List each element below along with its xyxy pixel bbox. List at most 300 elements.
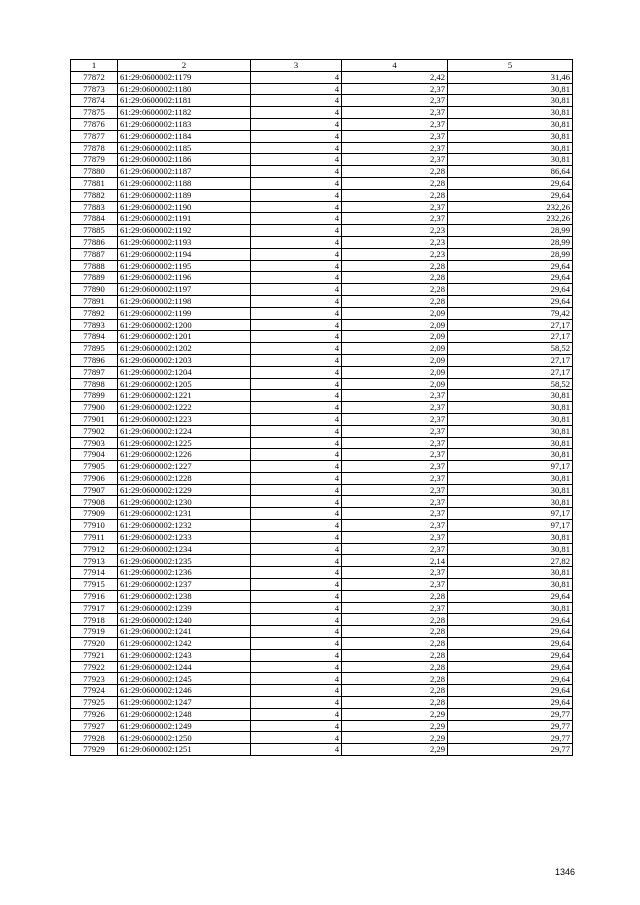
column-5-cell: 30,81 xyxy=(448,95,573,107)
column-3-cell: 4 xyxy=(251,154,342,166)
column-4-cell: 2,37 xyxy=(342,437,448,449)
cadastral-number-cell: 61:29:0600002:1236 xyxy=(118,567,251,579)
record-number-cell: 77897 xyxy=(71,366,118,378)
column-3-cell: 4 xyxy=(251,638,342,650)
record-number-cell: 77916 xyxy=(71,590,118,602)
column-5-cell: 29,64 xyxy=(448,590,573,602)
record-number-cell: 77879 xyxy=(71,154,118,166)
record-number-cell: 77874 xyxy=(71,95,118,107)
column-4-cell: 2,42 xyxy=(342,71,448,83)
column-5-cell: 27,17 xyxy=(448,331,573,343)
column-3-cell: 4 xyxy=(251,284,342,296)
record-number-cell: 77886 xyxy=(71,236,118,248)
record-number-cell: 77877 xyxy=(71,130,118,142)
column-3-cell: 4 xyxy=(251,343,342,355)
column-5-cell: 58,52 xyxy=(448,378,573,390)
column-5-cell: 28,99 xyxy=(448,248,573,260)
record-number-cell: 77895 xyxy=(71,343,118,355)
column-4-cell: 2,09 xyxy=(342,366,448,378)
record-number-cell: 77901 xyxy=(71,413,118,425)
table-row xyxy=(71,437,573,449)
record-number-cell: 77928 xyxy=(71,732,118,744)
column-5-cell: 27,17 xyxy=(448,366,573,378)
column-3-cell: 4 xyxy=(251,166,342,178)
column-4-cell: 2,28 xyxy=(342,685,448,697)
record-number-cell: 77893 xyxy=(71,319,118,331)
record-number-cell: 77913 xyxy=(71,555,118,567)
cadastral-number-cell: 61:29:0600002:1192 xyxy=(118,225,251,237)
cadastral-number-cell: 61:29:0600002:1231 xyxy=(118,508,251,520)
cadastral-number-cell: 61:29:0600002:1203 xyxy=(118,354,251,366)
cadastral-number-cell: 61:29:0600002:1201 xyxy=(118,331,251,343)
column-3-cell: 4 xyxy=(251,732,342,744)
column-4-cell: 2,28 xyxy=(342,295,448,307)
column-4-cell: 2,28 xyxy=(342,614,448,626)
column-3-cell: 4 xyxy=(251,649,342,661)
table-row xyxy=(71,449,573,461)
table-row xyxy=(71,201,573,213)
column-5-cell: 31,46 xyxy=(448,71,573,83)
column-4-cell: 2,37 xyxy=(342,520,448,532)
column-4-cell: 2,28 xyxy=(342,626,448,638)
cadastral-number-cell: 61:29:0600002:1237 xyxy=(118,579,251,591)
column-4-cell: 2,37 xyxy=(342,154,448,166)
column-3-cell: 4 xyxy=(251,248,342,260)
table-row xyxy=(71,142,573,154)
table-row xyxy=(71,708,573,720)
record-number-cell: 77919 xyxy=(71,626,118,638)
column-5-cell: 29,64 xyxy=(448,697,573,709)
record-number-cell: 77900 xyxy=(71,402,118,414)
column-5-cell: 30,81 xyxy=(448,437,573,449)
column-5-cell: 30,81 xyxy=(448,472,573,484)
column-5-cell: 30,81 xyxy=(448,496,573,508)
column-4-cell: 2,23 xyxy=(342,248,448,260)
column-4-cell: 2,37 xyxy=(342,449,448,461)
cadastral-number-cell: 61:29:0600002:1179 xyxy=(118,71,251,83)
column-4-cell: 2,37 xyxy=(342,461,448,473)
table-row xyxy=(71,390,573,402)
column-3-cell: 4 xyxy=(251,213,342,225)
record-number-cell: 77909 xyxy=(71,508,118,520)
column-5-cell: 27,17 xyxy=(448,319,573,331)
column-5-cell: 29,64 xyxy=(448,638,573,650)
column-4-cell: 2,37 xyxy=(342,472,448,484)
column-4-cell: 2,28 xyxy=(342,661,448,673)
table-row xyxy=(71,354,573,366)
table-row xyxy=(71,213,573,225)
record-number-cell: 77892 xyxy=(71,307,118,319)
record-number-cell: 77923 xyxy=(71,673,118,685)
column-header-1: 1 xyxy=(71,60,118,72)
column-5-cell: 29,64 xyxy=(448,649,573,661)
column-4-cell: 2,09 xyxy=(342,378,448,390)
column-5-cell: 27,17 xyxy=(448,354,573,366)
table-row xyxy=(71,732,573,744)
column-3-cell: 4 xyxy=(251,236,342,248)
table-row xyxy=(71,661,573,673)
table-row xyxy=(71,331,573,343)
record-number-cell: 77876 xyxy=(71,118,118,130)
cadastral-number-cell: 61:29:0600002:1244 xyxy=(118,661,251,673)
column-4-cell: 2,37 xyxy=(342,201,448,213)
cadastral-number-cell: 61:29:0600002:1225 xyxy=(118,437,251,449)
column-4-cell: 2,37 xyxy=(342,508,448,520)
column-4-cell: 2,09 xyxy=(342,354,448,366)
column-3-cell: 4 xyxy=(251,260,342,272)
record-number-cell: 77908 xyxy=(71,496,118,508)
table-row xyxy=(71,107,573,119)
table-row xyxy=(71,567,573,579)
column-5-cell: 30,81 xyxy=(448,425,573,437)
record-number-cell: 77921 xyxy=(71,649,118,661)
table-header xyxy=(71,60,573,72)
record-number-cell: 77884 xyxy=(71,213,118,225)
column-4-cell: 2,28 xyxy=(342,638,448,650)
column-3-cell: 4 xyxy=(251,319,342,331)
column-4-cell: 2,28 xyxy=(342,649,448,661)
column-4-cell: 2,29 xyxy=(342,744,448,756)
column-3-cell: 4 xyxy=(251,708,342,720)
table-row xyxy=(71,697,573,709)
record-number-cell: 77918 xyxy=(71,614,118,626)
cadastral-number-cell: 61:29:0600002:1186 xyxy=(118,154,251,166)
column-5-cell: 28,99 xyxy=(448,236,573,248)
record-number-cell: 77891 xyxy=(71,295,118,307)
column-5-cell: 30,81 xyxy=(448,390,573,402)
column-3-cell: 4 xyxy=(251,673,342,685)
table-row xyxy=(71,95,573,107)
table-row xyxy=(71,189,573,201)
column-3-cell: 4 xyxy=(251,626,342,638)
record-number-cell: 77927 xyxy=(71,720,118,732)
table-row xyxy=(71,614,573,626)
cadastral-number-cell: 61:29:0600002:1180 xyxy=(118,83,251,95)
column-3-cell: 4 xyxy=(251,272,342,284)
column-5-cell: 30,81 xyxy=(448,602,573,614)
record-number-cell: 77907 xyxy=(71,484,118,496)
column-5-cell: 29,77 xyxy=(448,708,573,720)
cadastral-number-cell: 61:29:0600002:1221 xyxy=(118,390,251,402)
table-row xyxy=(71,378,573,390)
column-4-cell: 2,14 xyxy=(342,555,448,567)
column-4-cell: 2,37 xyxy=(342,402,448,414)
column-5-cell: 30,81 xyxy=(448,83,573,95)
record-number-cell: 77872 xyxy=(71,71,118,83)
column-5-cell: 30,81 xyxy=(448,154,573,166)
column-5-cell: 97,17 xyxy=(448,520,573,532)
cadastral-number-cell: 61:29:0600002:1189 xyxy=(118,189,251,201)
column-5-cell: 30,81 xyxy=(448,107,573,119)
cadastral-number-cell: 61:29:0600002:1195 xyxy=(118,260,251,272)
column-5-cell: 29,77 xyxy=(448,744,573,756)
column-4-cell: 2,28 xyxy=(342,177,448,189)
cadastral-number-cell: 61:29:0600002:1204 xyxy=(118,366,251,378)
column-3-cell: 4 xyxy=(251,295,342,307)
column-5-cell: 27,82 xyxy=(448,555,573,567)
column-4-cell: 2,28 xyxy=(342,697,448,709)
column-3-cell: 4 xyxy=(251,555,342,567)
column-4-cell: 2,09 xyxy=(342,331,448,343)
cadastral-number-cell: 61:29:0600002:1240 xyxy=(118,614,251,626)
table-row xyxy=(71,248,573,260)
column-5-cell: 29,77 xyxy=(448,732,573,744)
cadastral-number-cell: 61:29:0600002:1188 xyxy=(118,177,251,189)
record-number-cell: 77911 xyxy=(71,531,118,543)
cadastral-number-cell: 61:29:0600002:1230 xyxy=(118,496,251,508)
column-4-cell: 2,37 xyxy=(342,130,448,142)
column-3-cell: 4 xyxy=(251,83,342,95)
table-row xyxy=(71,638,573,650)
column-5-cell: 29,64 xyxy=(448,189,573,201)
cadastral-number-cell: 61:29:0600002:1241 xyxy=(118,626,251,638)
table-row xyxy=(71,720,573,732)
column-4-cell: 2,37 xyxy=(342,425,448,437)
table-row xyxy=(71,343,573,355)
table-row xyxy=(71,744,573,756)
column-3-cell: 4 xyxy=(251,461,342,473)
record-number-cell: 77888 xyxy=(71,260,118,272)
table-row xyxy=(71,154,573,166)
column-4-cell: 2,28 xyxy=(342,590,448,602)
column-5-cell: 30,81 xyxy=(448,484,573,496)
column-4-cell: 2,28 xyxy=(342,272,448,284)
table-row xyxy=(71,71,573,83)
table-row xyxy=(71,118,573,130)
column-3-cell: 4 xyxy=(251,496,342,508)
column-3-cell: 4 xyxy=(251,366,342,378)
column-4-cell: 2,09 xyxy=(342,307,448,319)
cadastral-number-cell: 61:29:0600002:1226 xyxy=(118,449,251,461)
column-3-cell: 4 xyxy=(251,449,342,461)
table-row xyxy=(71,472,573,484)
cadastral-number-cell: 61:29:0600002:1194 xyxy=(118,248,251,260)
table-row xyxy=(71,520,573,532)
column-5-cell: 232,26 xyxy=(448,213,573,225)
record-number-cell: 77898 xyxy=(71,378,118,390)
column-3-cell: 4 xyxy=(251,425,342,437)
table-row xyxy=(71,366,573,378)
column-3-cell: 4 xyxy=(251,472,342,484)
column-4-cell: 2,37 xyxy=(342,543,448,555)
column-4-cell: 2,37 xyxy=(342,413,448,425)
cadastral-number-cell: 61:29:0600002:1250 xyxy=(118,732,251,744)
record-number-cell: 77873 xyxy=(71,83,118,95)
cadastral-number-cell: 61:29:0600002:1200 xyxy=(118,319,251,331)
table-row xyxy=(71,272,573,284)
table-row xyxy=(71,83,573,95)
cadastral-number-cell: 61:29:0600002:1248 xyxy=(118,708,251,720)
record-number-cell: 77880 xyxy=(71,166,118,178)
column-5-cell: 30,81 xyxy=(448,449,573,461)
record-number-cell: 77887 xyxy=(71,248,118,260)
cadastral-number-cell: 61:29:0600002:1202 xyxy=(118,343,251,355)
record-number-cell: 77881 xyxy=(71,177,118,189)
table-row xyxy=(71,484,573,496)
column-4-cell: 2,37 xyxy=(342,95,448,107)
column-3-cell: 4 xyxy=(251,142,342,154)
column-3-cell: 4 xyxy=(251,189,342,201)
table-row xyxy=(71,166,573,178)
record-number-cell: 77912 xyxy=(71,543,118,555)
column-5-cell: 29,77 xyxy=(448,720,573,732)
column-header-4: 4 xyxy=(342,60,448,72)
column-3-cell: 4 xyxy=(251,579,342,591)
table-row xyxy=(71,555,573,567)
column-5-cell: 28,99 xyxy=(448,225,573,237)
cadastral-number-cell: 61:29:0600002:1247 xyxy=(118,697,251,709)
column-4-cell: 2,28 xyxy=(342,284,448,296)
column-3-cell: 4 xyxy=(251,543,342,555)
column-3-cell: 4 xyxy=(251,130,342,142)
column-4-cell: 2,37 xyxy=(342,484,448,496)
table-row xyxy=(71,260,573,272)
column-3-cell: 4 xyxy=(251,390,342,402)
cadastral-number-cell: 61:29:0600002:1251 xyxy=(118,744,251,756)
cadastral-number-cell: 61:29:0600002:1196 xyxy=(118,272,251,284)
column-3-cell: 4 xyxy=(251,437,342,449)
column-3-cell: 4 xyxy=(251,531,342,543)
table-row xyxy=(71,307,573,319)
record-number-cell: 77903 xyxy=(71,437,118,449)
cadastral-number-cell: 61:29:0600002:1234 xyxy=(118,543,251,555)
column-4-cell: 2,09 xyxy=(342,319,448,331)
table-row xyxy=(71,284,573,296)
column-4-cell: 2,37 xyxy=(342,213,448,225)
column-4-cell: 2,28 xyxy=(342,673,448,685)
column-4-cell: 2,37 xyxy=(342,83,448,95)
record-number-cell: 77905 xyxy=(71,461,118,473)
column-4-cell: 2,37 xyxy=(342,390,448,402)
column-5-cell: 30,81 xyxy=(448,142,573,154)
cadastral-number-cell: 61:29:0600002:1182 xyxy=(118,107,251,119)
column-3-cell: 4 xyxy=(251,744,342,756)
record-number-cell: 77920 xyxy=(71,638,118,650)
cadastral-number-cell: 61:29:0600002:1233 xyxy=(118,531,251,543)
column-4-cell: 2,23 xyxy=(342,225,448,237)
column-3-cell: 4 xyxy=(251,95,342,107)
cadastral-number-cell: 61:29:0600002:1239 xyxy=(118,602,251,614)
record-number-cell: 77899 xyxy=(71,390,118,402)
column-5-cell: 30,81 xyxy=(448,402,573,414)
column-5-cell: 79,42 xyxy=(448,307,573,319)
cadastral-number-cell: 61:29:0600002:1187 xyxy=(118,166,251,178)
table-row xyxy=(71,508,573,520)
column-3-cell: 4 xyxy=(251,354,342,366)
column-5-cell: 97,17 xyxy=(448,508,573,520)
record-number-cell: 77917 xyxy=(71,602,118,614)
column-5-cell: 30,81 xyxy=(448,531,573,543)
cadastral-number-cell: 61:29:0600002:1223 xyxy=(118,413,251,425)
record-number-cell: 77904 xyxy=(71,449,118,461)
column-5-cell: 29,64 xyxy=(448,614,573,626)
record-number-cell: 77878 xyxy=(71,142,118,154)
column-5-cell: 29,64 xyxy=(448,661,573,673)
record-number-cell: 77883 xyxy=(71,201,118,213)
cadastral-number-cell: 61:29:0600002:1238 xyxy=(118,590,251,602)
table-row xyxy=(71,425,573,437)
record-number-cell: 77924 xyxy=(71,685,118,697)
record-number-cell: 77896 xyxy=(71,354,118,366)
column-5-cell: 232,26 xyxy=(448,201,573,213)
table-row xyxy=(71,496,573,508)
column-4-cell: 2,37 xyxy=(342,602,448,614)
column-3-cell: 4 xyxy=(251,614,342,626)
cadastral-number-cell: 61:29:0600002:1227 xyxy=(118,461,251,473)
record-number-cell: 77910 xyxy=(71,520,118,532)
record-number-cell: 77922 xyxy=(71,661,118,673)
column-4-cell: 2,29 xyxy=(342,732,448,744)
column-4-cell: 2,28 xyxy=(342,166,448,178)
column-5-cell: 29,64 xyxy=(448,260,573,272)
column-4-cell: 2,28 xyxy=(342,260,448,272)
column-4-cell: 2,37 xyxy=(342,118,448,130)
column-4-cell: 2,09 xyxy=(342,343,448,355)
column-4-cell: 2,28 xyxy=(342,189,448,201)
cadastral-number-cell: 61:29:0600002:1249 xyxy=(118,720,251,732)
column-3-cell: 4 xyxy=(251,697,342,709)
column-5-cell: 86,64 xyxy=(448,166,573,178)
table-row xyxy=(71,225,573,237)
cadastral-number-cell: 61:29:0600002:1229 xyxy=(118,484,251,496)
column-5-cell: 29,64 xyxy=(448,177,573,189)
table-row xyxy=(71,531,573,543)
cadastral-number-cell: 61:29:0600002:1199 xyxy=(118,307,251,319)
record-number-cell: 77902 xyxy=(71,425,118,437)
column-3-cell: 4 xyxy=(251,177,342,189)
column-3-cell: 4 xyxy=(251,602,342,614)
table-row xyxy=(71,319,573,331)
column-3-cell: 4 xyxy=(251,71,342,83)
cadastral-number-cell: 61:29:0600002:1228 xyxy=(118,472,251,484)
column-3-cell: 4 xyxy=(251,402,342,414)
column-3-cell: 4 xyxy=(251,590,342,602)
column-5-cell: 30,81 xyxy=(448,579,573,591)
column-3-cell: 4 xyxy=(251,484,342,496)
column-3-cell: 4 xyxy=(251,661,342,673)
cadastral-number-cell: 61:29:0600002:1198 xyxy=(118,295,251,307)
column-4-cell: 2,37 xyxy=(342,142,448,154)
cadastral-number-cell: 61:29:0600002:1197 xyxy=(118,284,251,296)
column-5-cell: 30,81 xyxy=(448,118,573,130)
column-4-cell: 2,37 xyxy=(342,579,448,591)
column-4-cell: 2,29 xyxy=(342,708,448,720)
record-number-cell: 77925 xyxy=(71,697,118,709)
page-number: 1346 xyxy=(555,867,576,877)
table-row xyxy=(71,673,573,685)
table-row xyxy=(71,626,573,638)
record-number-cell: 77914 xyxy=(71,567,118,579)
cadastral-number-cell: 61:29:0600002:1190 xyxy=(118,201,251,213)
cadastral-number-cell: 61:29:0600002:1184 xyxy=(118,130,251,142)
cadastral-number-cell: 61:29:0600002:1224 xyxy=(118,425,251,437)
table-row xyxy=(71,413,573,425)
cadastral-number-cell: 61:29:0600002:1235 xyxy=(118,555,251,567)
column-header-3: 3 xyxy=(251,60,342,72)
column-3-cell: 4 xyxy=(251,413,342,425)
column-5-cell: 29,64 xyxy=(448,673,573,685)
column-5-cell: 30,81 xyxy=(448,130,573,142)
column-5-cell: 29,64 xyxy=(448,685,573,697)
column-5-cell: 58,52 xyxy=(448,343,573,355)
cadastral-number-cell: 61:29:0600002:1243 xyxy=(118,649,251,661)
column-5-cell: 30,81 xyxy=(448,543,573,555)
column-header-5: 5 xyxy=(448,60,573,72)
table-row xyxy=(71,402,573,414)
record-number-cell: 77875 xyxy=(71,107,118,119)
column-header-2: 2 xyxy=(118,60,251,72)
cadastral-number-cell: 61:29:0600002:1183 xyxy=(118,118,251,130)
